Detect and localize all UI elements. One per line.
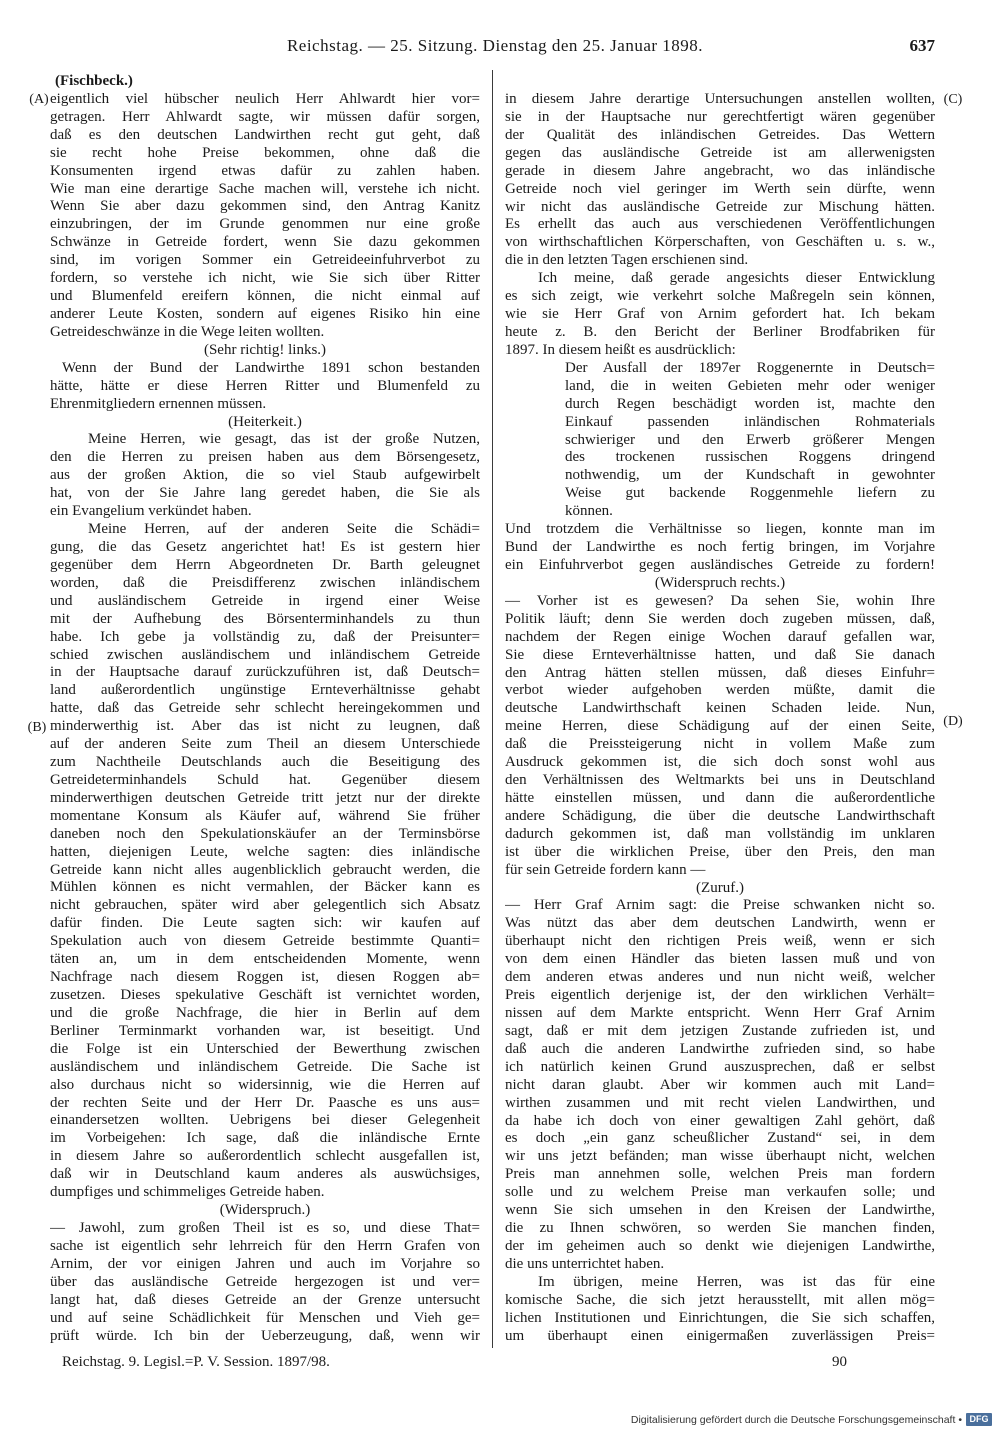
text-line: Bund der Landwirthe es noch fertig bringen, im Vorjahre: [505, 539, 935, 556]
text-line: ein Einfuhrverbot gegen ausländisches Getreide zu fordern!: [505, 556, 935, 573]
text-line: Ich meine, daß gerade angesichts dieser Entwicklung: [538, 270, 935, 287]
text-line: sind, im vorigen Sommer ein Getreideeinfuhrverbot zu: [50, 252, 480, 269]
margin-mark-c: (C): [943, 92, 963, 107]
text-line: solle und zu welchem Preise man verkaufen solle; und: [505, 1184, 935, 1201]
speaker-name: (Fischbeck.): [55, 73, 133, 89]
text-line: — Vorher ist es gewesen? Da sehen Sie, wohin Ihre: [505, 592, 935, 609]
text-line: Spekulation auch von diesem Getreide bestimmte Quanti=: [50, 933, 480, 950]
text-line: prüft würde. Ich bin der Ueberzeugung, daß, wenn wir: [50, 1327, 480, 1344]
text-line: sagt, daß er mit dem jetzigen Zustande zufrieden ist, und: [505, 1022, 935, 1039]
text-line: einzubringen, der im Grunde genommen nur eine große: [50, 216, 480, 233]
text-line: Konsumenten irgend etwas dafür zu zahlen haben.: [50, 162, 480, 179]
margin-mark-a: (A): [29, 92, 49, 107]
text-line: land außerordentlich ungünstige Ernteverhältnisse gehabt: [50, 682, 480, 699]
text-line: den Verhältnissen des Weltmarkts bei uns in Deutschland: [505, 772, 935, 789]
text-line: Getreide noch viel geringer im Werth sein dürfte, wenn: [505, 180, 935, 197]
text-line: daneben noch den Spekulationskäufer an der Terminsbörse: [50, 825, 480, 842]
text-line: wie sie Herr Graf von Arnim gefordert hat. Ich bekam: [505, 306, 935, 323]
text-line: des trockenen russischen Roggens dringend: [565, 449, 935, 466]
text-line: Einkauf passenden inländischen Rohmaterials: [565, 413, 935, 430]
text-line: also durchaus nicht so widersinnig, wie die Herren auf: [50, 1076, 480, 1093]
text-line: — Herr Graf Arnim sagt: die Preise schwanken nicht so.: [505, 897, 935, 914]
text-line: der Qualität des inländischen Getreides. Das Wettern: [505, 126, 935, 143]
text-line: über das ausländische Getreide hergezogen ist und ver=: [50, 1273, 480, 1290]
text-line: Der Ausfall der 1897er Roggenernte in Deutsch=: [565, 359, 935, 376]
text-line: Getreideterminhandels Schuld hat. Gegenüber diesem: [50, 771, 480, 788]
text-line: daß auch die anderen Landwirthe zufrieden sind, so habe: [505, 1040, 935, 1057]
text-line: Mühlen können es nicht vermahlen, der Bäcker kann es: [50, 879, 480, 896]
text-line: Es erhellt das auch aus verschiedenen Veröffentlichungen: [505, 216, 935, 233]
footer-session-line: Reichstag. 9. Legisl.=P. V. Session. 1897/98.: [62, 1354, 330, 1370]
text-line: den Antrag hätten stellen müssen, daß dieses Einfuhr=: [505, 664, 935, 681]
paragraph: [505, 897, 935, 1273]
text-line: ich natürlich keinen Grund auszusprechen, daß er selbst: [505, 1058, 935, 1075]
text-line: Meine Herren, auf der anderen Seite die Schädi=: [88, 521, 480, 538]
text-line: — Jawohl, zum großen Theil ist es so, und diese That=: [50, 1220, 480, 1236]
text-line: hatte, daß das Getreide sehr schlecht hereingekommen und: [50, 700, 480, 717]
text-line: und die große Nachfrage, die hier in Berlin auf dem: [50, 1004, 480, 1021]
text-line: gegen das ausländische Getreide ist am allerwenigsten: [505, 144, 935, 161]
text-line: schied zwischen ausländischem und inländischem Getreide: [50, 646, 480, 663]
text-line: heute z. B. den Bericht der Berliner Brodfabriken für: [505, 323, 935, 340]
right-column: [505, 91, 935, 1346]
paragraph: [505, 593, 935, 880]
text-line: durch Regen beschädigt worden ist, machte den: [565, 395, 935, 412]
text-line: wenn Sie sich umsehen in den Kreisen der Landwirthe,: [505, 1202, 935, 1219]
text-line: Sie diese Ernteverhältnisse hatten, und daß Sie danach: [505, 646, 935, 663]
paragraph: [50, 360, 480, 414]
text-line: mit der Aufhebung des Börsenterminhandels zu thun: [50, 610, 480, 627]
text-line: verbot wieder aufgehoben werden müßte, damit die: [505, 682, 935, 699]
text-line: sache ist eigentlich sehr lehrreich für den Herrn Grafen von: [50, 1237, 480, 1254]
text-line: habe. Ich gebe ja vollständig zu, daß der Preisunter=: [50, 628, 480, 645]
text-line: in diesem Jahre derartige Untersuchungen anstellen wollten,: [505, 91, 935, 107]
interjection: (Zuruf.): [696, 879, 744, 896]
text-line: eigentlich viel hübscher neulich Herr Ahlwardt hier vor=: [50, 90, 480, 107]
text-line: 1897. In diesem heißt es ausdrücklich:: [505, 341, 736, 358]
text-line: die Folge ist ein Unterschied der Bewerthung zwischen: [50, 1040, 480, 1057]
text-line: der rechten Seite und der Herr Dr. Paasche es uns aus=: [50, 1094, 480, 1111]
text-line: gung, die das Gesetz angerichtet hat! Es ist gestern hier: [50, 538, 480, 555]
text-line: den die Herren zu preisen haben aus dem Börsengesetz,: [50, 449, 480, 466]
text-line: sie recht hohe Preise bekommen, ohne daß die: [50, 144, 480, 161]
text-line: dumpfiges und schimmeliges Getreide haben.: [50, 1184, 325, 1201]
text-line: Getreide kann nicht alles augenblicklich gebraucht werden, die: [50, 861, 480, 878]
text-line: in diesem Jahre so außerordentlich schlecht ausgefallen ist,: [50, 1148, 480, 1165]
text-line: land, die in weiten Gebieten mehr oder weniger: [565, 377, 935, 394]
text-line: nicht gebrauchen, später wird aber gelegentlich sich Absatz: [50, 897, 480, 914]
text-line: nachdem der Regen einige Wochen darauf gefallen war,: [505, 628, 935, 645]
text-line: hat, von der Sie Jahre lang geredet haben, die Sie als: [50, 485, 480, 502]
text-line: Getreideschwänze in die Wege leiten wollten.: [50, 323, 325, 340]
paragraph: [50, 91, 480, 342]
paragraph: [505, 270, 935, 360]
text-line: gerade in diesem Jahre angebracht, wo das inländische: [505, 162, 935, 179]
text-line: Preis man annehmen solle, welchen Preis man fordern: [505, 1166, 935, 1183]
text-line: andere Schädigung, die über die deutsche Landwirthschaft: [505, 807, 935, 824]
text-line: fordern, so verstehe ich nicht, wie Sie sich über Ritter: [50, 270, 480, 287]
running-head: Reichstag. — 25. Sitzung. Dienstag den 25. Januar 1898.: [286, 36, 704, 55]
interjection: (Sehr richtig! links.): [203, 341, 327, 358]
text-line: deutsche Landwirthschaft keinen Schaden leide. Nun,: [505, 700, 935, 717]
page-number: 637: [909, 36, 935, 55]
text-line: sie in der Hauptsache nur gerechtfertigt wären gegenüber: [505, 108, 935, 125]
text-line: von dem einen Händler das bieten lassen muß und von: [505, 951, 935, 968]
left-column: [50, 73, 480, 1345]
text-line: Nachfrage nach diesem Roggen ist, diesen Roggen ab=: [50, 969, 480, 986]
paragraph: [50, 1220, 480, 1345]
text-line: in der Hauptsache darauf zurückzuführen ist, daß Deutsch=: [50, 664, 480, 681]
text-line: hatten, diejenigen Leute, welche sagten: dies inländische: [50, 843, 480, 860]
text-line: gegenüber dem Herrn Abgeordneten Dr. Barth geleugnet: [50, 556, 480, 573]
margin-mark-b: (B): [27, 720, 47, 735]
text-line: nicht daran glaubt. Aber wir kommen auch mit Land=: [505, 1076, 935, 1093]
interjection: (Widerspruch rechts.): [654, 574, 786, 591]
text-line: einandersetzen wollten. Uebrigens bei dieser Gelegenheit: [50, 1112, 480, 1129]
text-line: hätte, hätte er diese Herren Ritter und Blumenfeld zu: [50, 377, 480, 394]
text-line: Berliner Terminmarkt vorhanden war, ist beseitigt. Und: [50, 1022, 480, 1039]
column-divider: [492, 70, 493, 1348]
text-line: Weise gut backende Roggenmehle liefern zu: [565, 485, 935, 502]
text-line: minderwerthigen deutschen Getreide tritt jetzt nur der direkte: [50, 789, 480, 806]
text-line: worden, daß die Preisdifferenz zwischen inländischem: [50, 574, 480, 591]
text-line: dafür finden. Die Leute sagten sich: wir kaufen auf: [50, 915, 480, 932]
text-line: aus der großen Aktion, die so viel Staub aufgewirbelt: [50, 467, 480, 484]
text-line: die zu Ihnen schwören, so werden Sie manchen finden,: [505, 1220, 935, 1237]
funding-note: Digitalisierung gefördert durch die Deutsche Forschungsgemeinschaft •: [630, 1414, 962, 1426]
text-line: Ehrenmitgliedern ernennen müssen.: [50, 395, 267, 412]
text-line: täten an, um in dem entscheidenden Momente, wenn: [50, 951, 480, 968]
text-line: Wenn der Bund der Landwirthe 1891 schon bestanden: [62, 359, 480, 376]
text-line: lichen Institutionen und Einrichtungen, die Sie sich schaffen,: [505, 1309, 935, 1326]
text-line: ein Evangelium verkündet haben.: [50, 503, 252, 520]
text-line: hätte einstellen müssen, und dann die außerordentliche: [505, 789, 935, 806]
text-line: Wie man eine derartige Sache machen will, verstehe ich nicht.: [50, 180, 480, 197]
footer-sheet-number: 90: [832, 1354, 847, 1370]
text-line: meine Herren, diese Schädigung auf der einen Seite,: [505, 718, 935, 735]
text-line: schwieriger und den Erwerb größerer Mengen: [565, 431, 935, 448]
text-line: Politik läuft; denn Sie werden doch zugeben müssen, daß,: [505, 610, 935, 627]
text-line: dadurch gekommen ist, daß man vollständig im unklaren: [505, 825, 935, 842]
text-line: es sich zeigt, wie verkehrt solche Maßregeln sein können,: [505, 288, 935, 305]
text-line: auf der anderen Seite zum Theil an diesem Unterschiede: [50, 736, 480, 753]
paragraph: [505, 91, 935, 270]
text-line: Ausdruck gekommen ist, die sich doch sonst wohl aus: [505, 754, 935, 771]
margin-mark-d: (D): [943, 714, 963, 729]
paragraph: [505, 521, 935, 575]
interjection: (Heiterkeit.): [228, 413, 302, 430]
text-line: minderwerthig ist. Aber das ist nicht zu leugnen, daß: [50, 718, 480, 735]
text-line: überhaupt nicht den richtigen Preis weiß, wenn er sich: [505, 933, 935, 950]
text-line: daß wir in Deutschland kaum anderes als auswüchsiges,: [50, 1166, 480, 1183]
text-line: für sein Getreide fordern kann —: [505, 861, 706, 878]
text-line: daß die Preissteigerung nicht in vollem Maße zum: [505, 736, 935, 753]
text-line: und ausländischem Getreide in irgend einer Weise: [50, 592, 480, 609]
text-line: dem anderen etwas anderes und nun nicht weiß, welcher: [505, 969, 935, 986]
text-line: getragen. Herr Ahlwardt sagte, wir müssen dafür sorgen,: [50, 108, 480, 125]
text-line: im Vorbeigehen: Ich sage, daß die inländische Ernte: [50, 1130, 480, 1147]
text-line: um überhaupt einen einigermaßen zuverlässigen Preis=: [505, 1327, 935, 1344]
text-line: Schwänze in Getreide fordert, wenn Sie dazu gekommen: [50, 234, 480, 251]
text-line: langt hat, daß dieses Getreide an der Grenze untersucht: [50, 1291, 480, 1308]
text-line: komische Sache, die sich jetzt herausstellt, mit allen mög=: [505, 1291, 935, 1308]
text-line: von wirthschaftlichen Körperschaften, von Geschäften u. s. w.,: [505, 234, 935, 251]
text-line: anderer Leute Kosten, sondern auf eigenes Risiko hin eine: [50, 305, 480, 322]
text-line: zum Nachtheile Deutschlands auch die Beseitigung des: [50, 754, 480, 771]
text-line: wir uns jetzt befänden; man wisse überhaupt nicht, welchen: [505, 1148, 935, 1165]
interjection: (Widerspruch.): [219, 1202, 311, 1219]
text-line: der im geheimen auch so denkt wie diejenigen Landwirthe,: [505, 1238, 935, 1254]
text-line: daß es den deutschen Landwirthen recht gut geht, daß: [50, 126, 480, 143]
text-line: ausländischem und inländischem Getreide. Die Sache ist: [50, 1058, 480, 1075]
text-line: die uns unterrichtet haben.: [505, 1255, 665, 1272]
text-line: Meine Herren, wie gesagt, das ist der große Nutzen,: [88, 431, 480, 448]
paragraph: [505, 1274, 935, 1346]
text-line: Und trotzdem die Verhältnisse so liegen, konnte man im: [505, 521, 935, 538]
text-line: und Blumenfeld ereifern können, die nicht einmal auf: [50, 288, 480, 305]
text-line: wir nicht das ausländische Getreide zur Mischung hätten.: [505, 198, 935, 215]
text-line: nothwendig, um der Kundschaft in gewohnter: [565, 467, 935, 484]
text-line: ist über die wirklichen Preise, über den Preis, den man: [505, 843, 935, 860]
text-line: Preis eigentlich derjenige ist, der den wirklichen Verhält=: [505, 987, 935, 1004]
text-line: wirthen zusammen und mit recht vielen Landwirthen, und: [505, 1094, 935, 1111]
paragraph: [50, 431, 480, 521]
text-line: und auf seine Schädlichkeit für Menschen und Vieh ge=: [50, 1309, 480, 1326]
text-line: Arnim, der vor einigen Jahren und auch im Vorjahre so: [50, 1255, 480, 1272]
text-line: können.: [565, 503, 613, 520]
text-line: Was nützt das aber dem deutschen Landwirth, wenn er: [505, 915, 935, 932]
text-line: momentane Konsum als Käufer auf, während Sie früher: [50, 807, 480, 824]
text-line: nissen auf dem Markte entspricht. Wenn Herr Graf Arnim: [505, 1005, 935, 1022]
block-quote: [565, 360, 935, 521]
text-line: es doch „ein ganz scheußlicher Zustand“ sei, in dem: [505, 1130, 935, 1147]
paragraph: [50, 521, 480, 1202]
text-line: Wenn Sie aber dazu gekommen sind, den Antrag Kanitz: [50, 198, 480, 215]
text-line: da habe ich doch von einer gewaltigen Zahl gehört, daß: [505, 1112, 935, 1129]
text-line: zusetzen. Dieses spekulative Geschäft ist vernichtet worden,: [50, 987, 480, 1004]
text-line: Im übrigen, meine Herren, was ist das für eine: [538, 1273, 935, 1290]
text-line: die in den letzten Tagen erschienen sind.: [505, 252, 749, 269]
dfg-logo: DFG: [966, 1413, 992, 1426]
